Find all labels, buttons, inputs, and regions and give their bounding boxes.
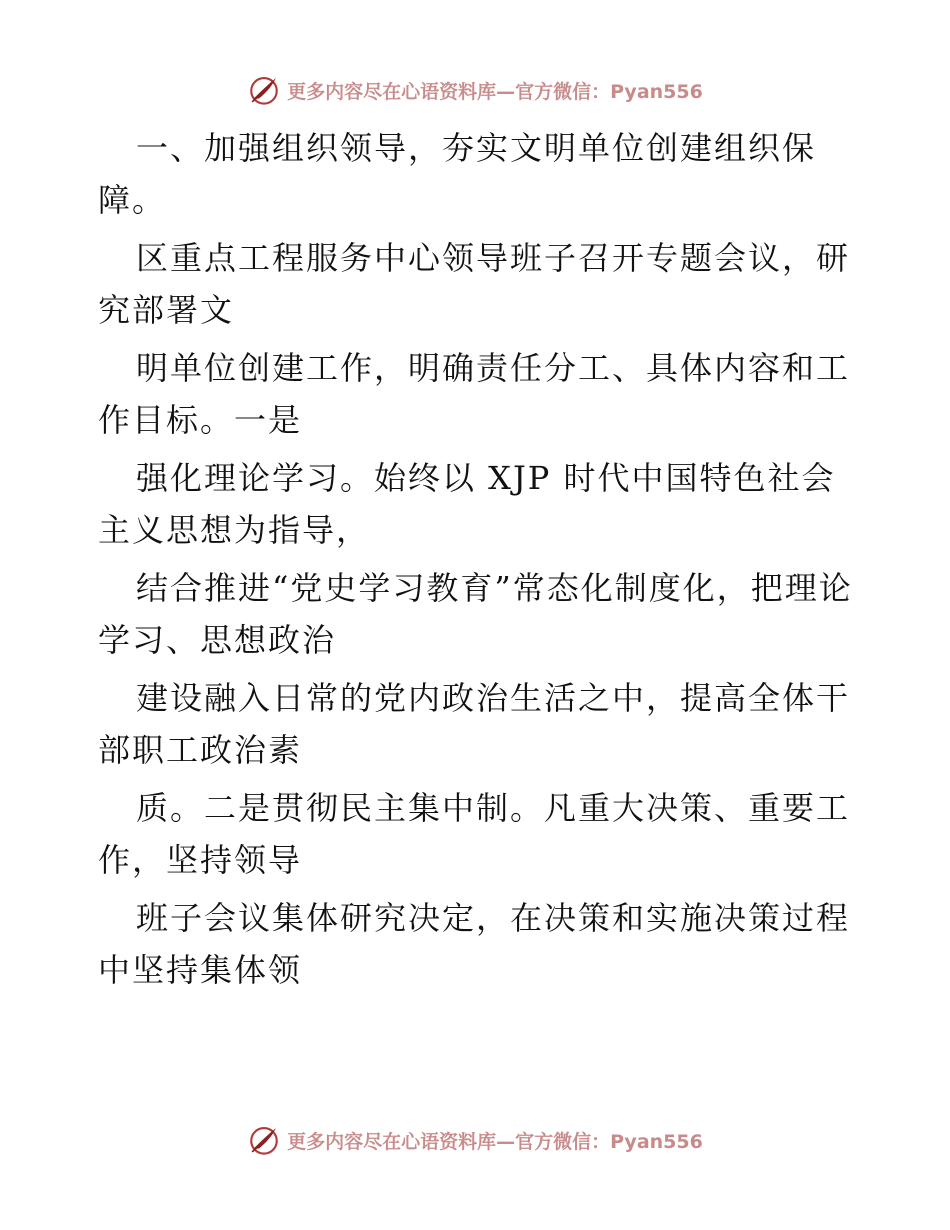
footer-watermark: [0, 1120, 950, 1160]
paragraph: 区重点工程服务中心领导班子召开专题会议，研究部署文: [98, 239, 851, 329]
paragraph: 结合推进“党史学习教育”常态化制度化，把理论学习、思想政治: [98, 569, 853, 659]
document-body: [98, 122, 858, 996]
header-watermark: [0, 70, 950, 110]
paragraph: 明单位创建工作，明确责任分工、具体内容和工作目标。一是: [98, 349, 851, 439]
paragraph: 一、加强组织领导，夯实文明单位创建组织保障。: [98, 129, 817, 219]
paragraph: 建设融入日常的党内政治生活之中，提高全体干部职工政治素: [98, 679, 851, 769]
quill-pen-circle-icon: [247, 1123, 281, 1157]
paragraph: 强化理论学习。始终以 XJP 时代中国特色社会主义思想为指导，: [98, 459, 836, 549]
quill-pen-circle-icon: [247, 73, 281, 107]
watermark-text: 更多内容尽在心语资料库—官方微信：Pyan556: [287, 1130, 703, 1153]
watermark-text: 更多内容尽在心语资料库—官方微信：Pyan556: [287, 80, 703, 103]
paragraph: 质。二是贯彻民主集中制。凡重大决策、重要工作，坚持领导: [98, 789, 851, 879]
paragraph: 班子会议集体研究决定，在决策和实施决策过程中坚持集体领: [98, 899, 851, 989]
